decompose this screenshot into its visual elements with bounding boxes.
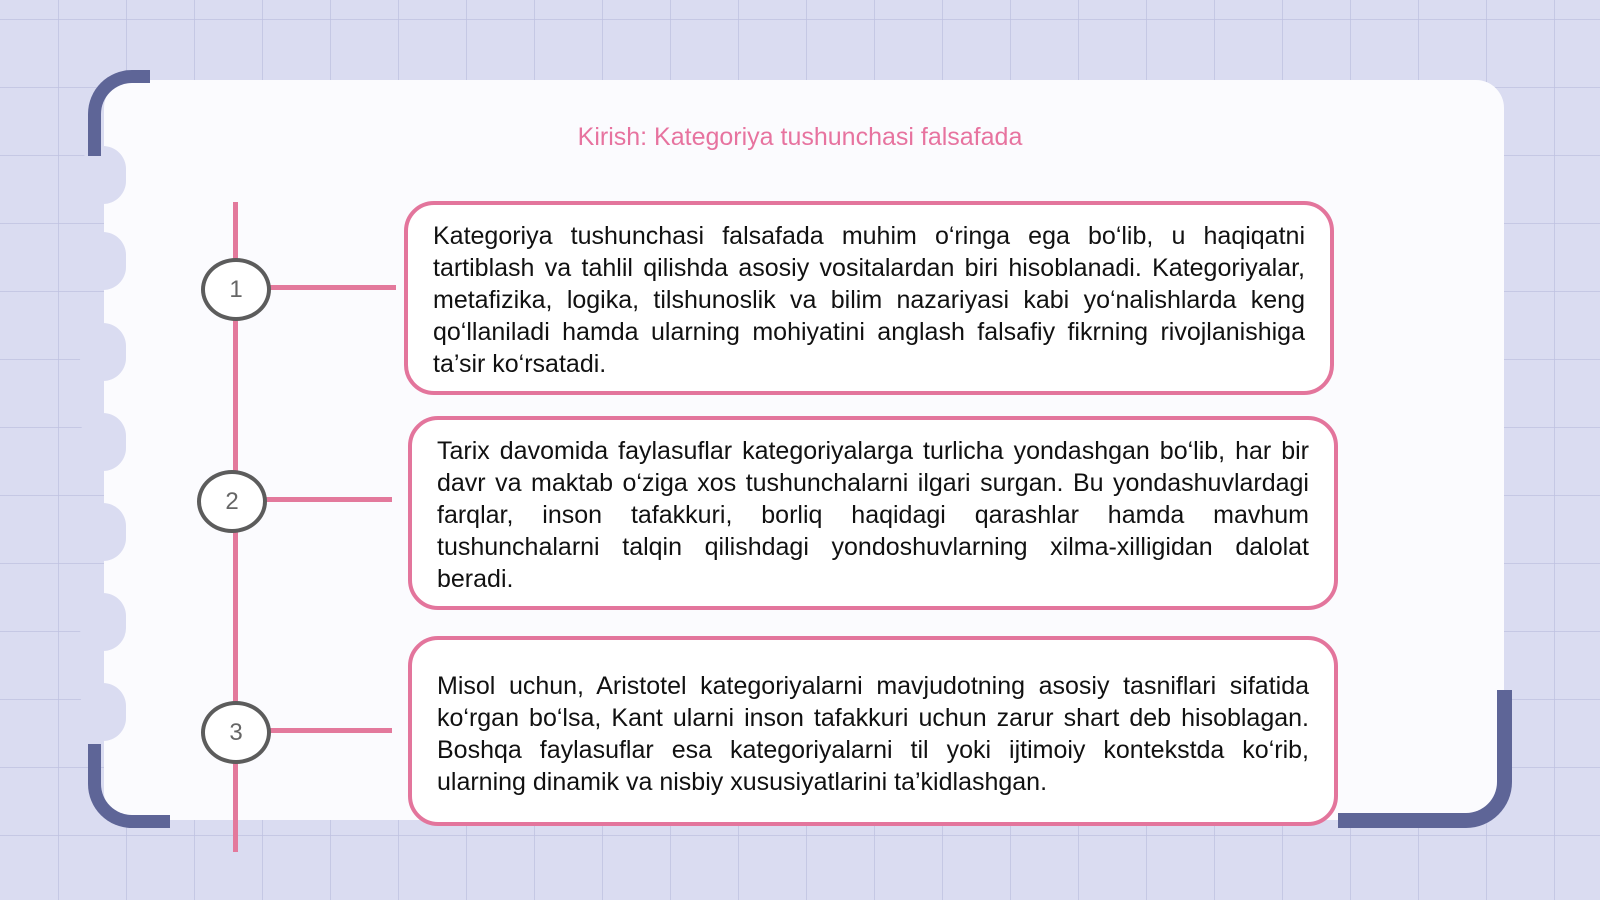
corner-bracket-top-left: [88, 70, 150, 156]
timeline-connector: [268, 285, 396, 290]
timeline-connector: [264, 497, 392, 502]
content-box: [408, 416, 1338, 610]
timeline-connector: [268, 728, 392, 733]
content-text: Tarix davomida faylasuflar kategoriyalarga turlicha yondashgan bo‘lib, har bir davr va maktab o‘ziga xos tushunchalarni ilgari surgan. Bu yondashuvlardagi farqlar, inson tafakkuri, borliq haqidagi qarashlar hamda mavhum tushunchalarni talqin qilishdagi yondoshuvlarning xilma-xilligidan dalolat beradi.: [437, 437, 1309, 593]
card-edge-notch: [80, 683, 126, 741]
content-text: Kategoriya tushunchasi falsafada muhim o‘ringa ega bo‘lib, u haqiqatni tartiblash va tahlil qilishda asosiy vositalardan biri hisoblanadi. Kategoriyalar, metafizika, logika, tilshunoslik va bilim nazariyasi kabi yo‘nalishlarda keng qo‘llaniladi hamda ularning mohiyatini anglash falsafiy fikrning rivojlanishiga ta’sir ko‘rsatadi.: [433, 222, 1305, 378]
card-edge-notch: [80, 503, 126, 561]
card-edge-notch: [80, 323, 126, 381]
step-number-circle: 3: [201, 701, 271, 764]
slide-title: Kirish: Kategoriya tushunchasi falsafada: [577, 123, 1023, 151]
content-box: [404, 201, 1334, 395]
content-box: [408, 636, 1338, 826]
card-edge-notch: [80, 413, 126, 471]
content-text: Misol uchun, Aristotel kategoriyalarni mavjudotning asosiy tasniflari sifatida ko‘rgan bo‘lsa, Kant ularni inson tafakkuri uchun zarur shart deb hisoblagan. Boshqa faylasuflar esa kategoriyalarni til yoki ijtimoiy kontekstda ko‘rib, ularning dinamik va nisbiy xususiyatlarini ta’kidlashgan.: [437, 672, 1309, 796]
card-edge-notch: [80, 593, 126, 651]
corner-bracket-bottom-left: [88, 744, 170, 828]
card-edge-notch: [80, 232, 126, 290]
step-number-circle: 2: [197, 470, 267, 533]
step-number-circle: 1: [201, 258, 271, 321]
corner-bracket-bottom-right: [1338, 690, 1512, 828]
